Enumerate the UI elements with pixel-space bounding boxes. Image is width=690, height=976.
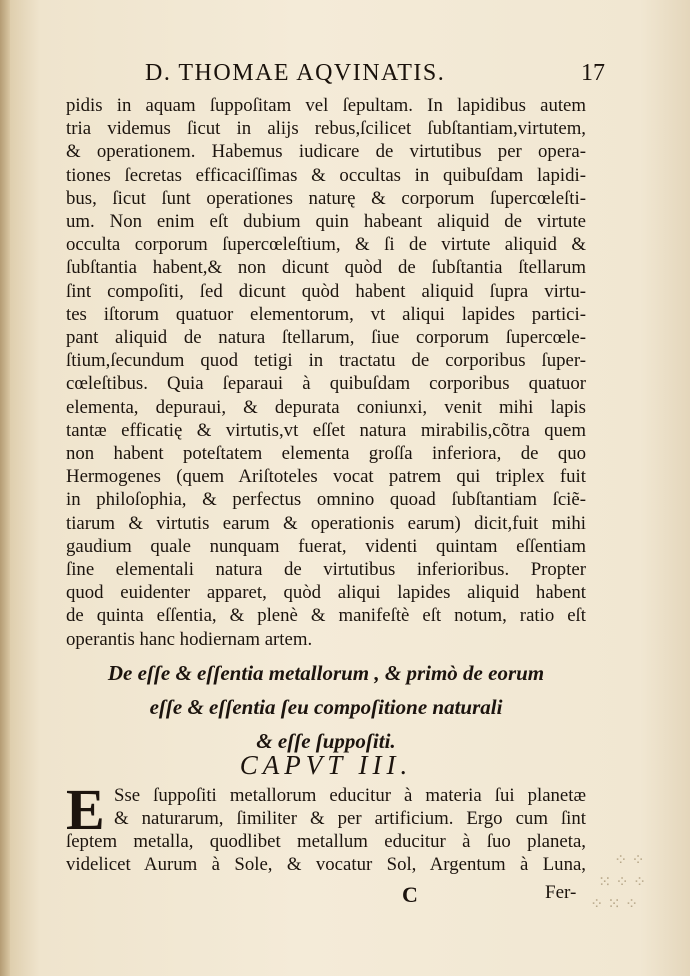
text-line: pidis in aquam ſuppoſitam vel ſepultam. In lapidibus autem (66, 95, 586, 116)
running-title: D. THOMAE AQVINATIS. (145, 60, 446, 86)
heading-line: De eſſe & eſſentia metallorum , & primò de eorum (107, 661, 545, 685)
bleed-through-marks: ⁘ ⁘ ⁙ ⁘ ⁘ ⁘ ⁙ ⁘ (590, 852, 647, 913)
text-line: um. Non enim eſt dubium quin habeant aliquid de virtute (66, 211, 586, 233)
page-number: 17 (581, 60, 605, 86)
text-line: de quinta eſſentia, & plenè & manifeſtè eſt notum, ratio eſt (66, 605, 586, 627)
text-line: operantis hanc hodiernam artem. (66, 628, 313, 650)
text-line: ſint compoſiti, ſed dicunt quòd habent aliquid ſupra virtu- (66, 280, 586, 302)
text-line: tria videmus ſicut in alijs rebus,ſcilicet ſubſtantiam,virtutem, (66, 118, 586, 140)
text-line: quod euidenter apparet, quòd aliqui lapides aliquid habent (66, 582, 586, 604)
text-line: & naturarum, ſimiliter & per artificium. Ergo cum ſint (114, 808, 586, 829)
text-line: tiones ſecretas efficaciſſimas & occultas in quibuſdam lapidi- (66, 164, 586, 186)
chapter-label: CAPVT III. (239, 750, 413, 780)
text-line: in philoſophia, & perfectus omnino quoad ſubſtantiam ſciẽ- (66, 489, 586, 511)
chapter-text-block (66, 777, 586, 876)
text-line: gaudium quale nunquam fuerat, videnti quintam eſſentiam (66, 535, 586, 557)
text-line: non habent poteſtatem elementa groſſa inferiora, de quo (66, 443, 586, 465)
catchword: Fer- (545, 882, 577, 903)
text-line: ſubſtantia habent,& non dicunt quòd de ſubſtantia ſtellarum (66, 257, 586, 279)
signature-mark: C (402, 882, 418, 907)
text-line: tantæ efficatię & virtutis,vt eſſet natura mirabilis,cõtra quem (66, 419, 586, 441)
heading-line: & eſſe ſuppoſiti. (256, 729, 396, 753)
text-line: tes iſtorum quatuor elementorum, vt aliqui lapides partici- (66, 303, 586, 325)
text-line: tiarum & virtutis earum & operationis earum) dicit,fuit mihi (66, 512, 586, 534)
text-line: ſine elementali natura de virtutibus inferioribus. Propter (66, 559, 586, 581)
text-line: pant aliquid de natura ſtellarum, ſiue corporum ſupercœle- (66, 327, 586, 349)
text-line: occulta corporum ſupercœleſtium, & ſi de virtute aliquid & (66, 234, 586, 256)
text-line: bus, ſicut ſunt operationes naturę & corporum ſupercœleſti- (66, 187, 586, 209)
heading-line: eſſe & eſſentia ſeu compoſitione naturali (149, 695, 503, 719)
drop-cap-initial: E (66, 777, 105, 842)
page-gutter-shadow (0, 0, 10, 976)
text-line: cœleſtibus. Quia ſeparaui à quibuſdam corporibus quatuor (66, 373, 586, 395)
text-line: videlicet Aurum à Sole, & vocatur Sol, Argentum à Luna, (66, 854, 586, 875)
text-line: ſtium,ſecundum quod tetigi in tractatu de corporibus ſuper- (66, 350, 586, 372)
main-text-block (66, 94, 586, 651)
text-line: Hermogenes (quem Ariſtoteles vocat patrem qui triplex fuit (66, 466, 586, 488)
text-line: elementa, depuraui, & depurata coniunxi, venit mihi lapis (66, 396, 586, 418)
section-heading (66, 656, 586, 758)
text-line: ſeptem metalla, quodlibet metallum educitur à ſuo planeta, (66, 831, 586, 852)
text-line: & operationem. Habemus iudicare de virtutibus per opera- (66, 141, 586, 163)
running-header (145, 60, 605, 96)
text-line: Sse ſuppoſiti metallorum educitur à materia ſui planetæ (114, 785, 586, 806)
